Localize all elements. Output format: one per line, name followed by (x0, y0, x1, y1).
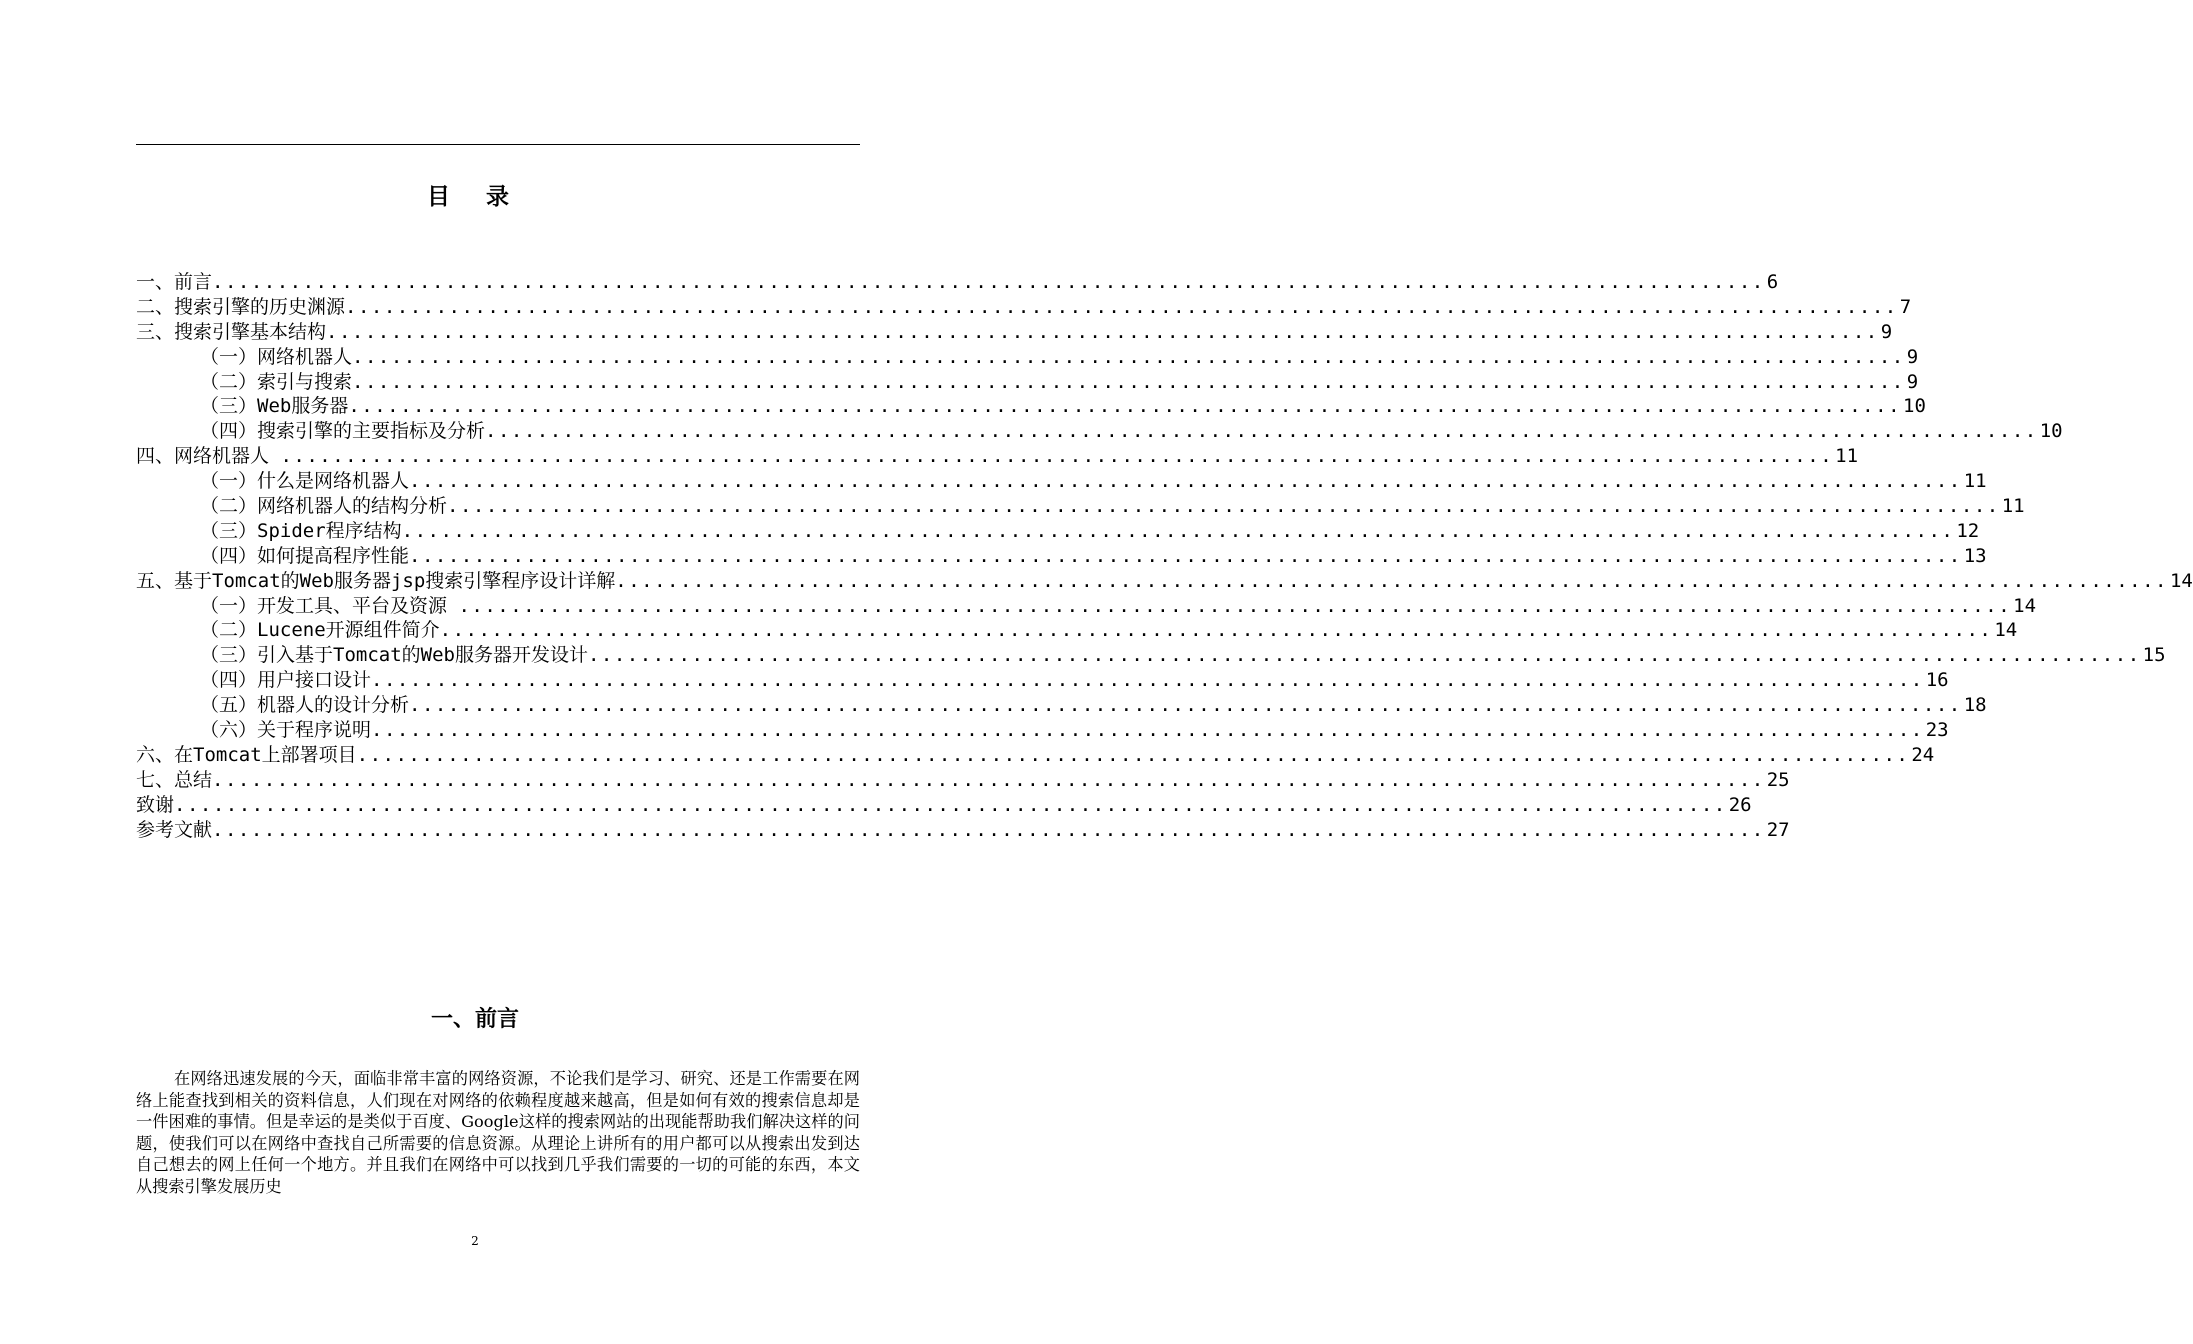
toc-entry-page: 6 (1766, 270, 1779, 293)
toc-dot-leader: ........................................................................................................................ (409, 694, 1962, 717)
toc-entry-page: 23 (1925, 719, 1949, 742)
toc-entry[interactable] (136, 419, 2063, 444)
toc-entry-label: 一、前言 (136, 270, 213, 293)
toc-entry[interactable] (136, 270, 1779, 295)
toc-dot-leader: ........................................................................................................................ (458, 594, 2012, 617)
toc-entry-label: 参考文献 (136, 818, 213, 841)
toc-dot-leader: ........................................................................................................................ (615, 569, 2168, 592)
toc-entry-page: 11 (2001, 495, 2025, 517)
toc-entry-label: （四）用户接口设计 (200, 669, 372, 692)
toc-entry-label: （三）引入基于Tomcat的Web服务器开发设计 (200, 644, 588, 667)
toc-entry-label: （四）如何提高程序性能 (200, 544, 410, 567)
header-rule (136, 144, 860, 145)
toc-dot-leader: ........................................................................................................................ (326, 320, 1879, 343)
toc-entry-page: 10 (1903, 395, 1926, 418)
toc-dot-leader: ........................................................................................................................ (280, 445, 1834, 468)
toc-entry-label: 三、搜索引擎基本结构 (136, 320, 327, 343)
toc-title: 目 录 (426, 183, 523, 210)
toc-entry-label: 五、基于Tomcat的Web服务器jsp搜索引擎程序设计详解 (136, 569, 616, 592)
toc-dot-leader: ........................................................................................................................ (356, 743, 1910, 766)
toc-entry-label: （二）索引与搜索 (200, 370, 353, 393)
toc-dot-leader: ........................................................................................................................ (439, 619, 1993, 642)
toc-entry[interactable] (136, 818, 1790, 843)
toc-entry[interactable] (136, 618, 2018, 643)
toc-entry-page: 27 (1766, 818, 1790, 841)
toc-dot-leader: ........................................................................................................................ (371, 719, 1924, 742)
toc-entry-page: 12 (1956, 519, 1980, 542)
section-heading: 一、前言 (430, 1007, 519, 1032)
toc-entry-page: 25 (1766, 768, 1790, 791)
toc-dot-leader: ........................................................................................................................ (212, 818, 1765, 841)
toc-entry-label: 四、网络机器人 (136, 445, 281, 468)
toc-entry-page: 14 (2013, 594, 2037, 617)
toc-dot-leader: ........................................................................................................................ (409, 470, 1962, 493)
toc-entry[interactable] (136, 494, 2025, 519)
toc-dot-leader: ........................................................................................................................ (345, 295, 1898, 318)
toc-dot-leader: ........................................................................................................................ (352, 345, 1905, 368)
toc-entry-label: （三）Web服务器 (200, 395, 349, 418)
toc-entry[interactable] (136, 444, 1859, 469)
table-of-contents (136, 270, 2193, 842)
toc-entry-page: 10 (2039, 420, 2063, 443)
toc-entry-page: 14 (2169, 569, 2193, 592)
toc-entry-page: 7 (1899, 295, 1912, 318)
toc-entry[interactable] (136, 519, 1980, 544)
toc-dot-leader: ........................................................................................................................ (352, 370, 1905, 393)
toc-entry-label: （四）搜索引擎的主要指标及分析 (200, 420, 486, 443)
toc-entry-label: 七、总结 (136, 768, 213, 791)
toc-entry-page: 11 (1963, 470, 1987, 493)
toc-dot-leader: ........................................................................................................................ (174, 793, 1727, 816)
toc-entry[interactable] (136, 643, 2166, 668)
toc-entry-label: （六）关于程序说明 (200, 719, 372, 742)
toc-entry[interactable] (136, 569, 2193, 594)
toc-entry-page: 16 (1925, 669, 1949, 692)
toc-entry-page: 9 (1880, 320, 1893, 343)
toc-dot-leader: ........................................................................................................................ (401, 519, 1955, 542)
toc-dot-leader: ........................................................................................................................ (371, 669, 1924, 692)
toc-entry[interactable] (136, 394, 1926, 419)
toc-entry-page: 9 (1906, 345, 1919, 368)
toc-dot-leader: ........................................................................................................................ (212, 768, 1765, 791)
toc-entry-page: 14 (1994, 619, 2018, 642)
toc-entry-label: （一）网络机器人 (200, 345, 353, 368)
toc-entry[interactable] (136, 469, 1987, 494)
toc-entry[interactable] (136, 743, 1935, 768)
toc-entry-label: （三）Spider程序结构 (200, 519, 402, 542)
toc-entry[interactable] (136, 295, 1912, 320)
toc-entry-page: 24 (1911, 743, 1935, 766)
toc-entry-label: 六、在Tomcat上部署项目 (136, 743, 357, 766)
toc-entry-page: 11 (1835, 445, 1859, 468)
toc-entry[interactable] (136, 693, 1987, 718)
toc-entry-page: 26 (1728, 793, 1752, 816)
toc-dot-leader: ........................................................................................................................ (447, 495, 2000, 517)
toc-entry-label: 二、搜索引擎的历史渊源 (136, 295, 346, 318)
toc-entry-page: 15 (2142, 644, 2166, 667)
toc-entry[interactable] (136, 718, 1949, 743)
toc-dot-leader: ........................................................................................................................ (485, 420, 2038, 443)
toc-entry-label: 致谢 (136, 793, 175, 816)
toc-dot-leader: ........................................................................................................................ (587, 644, 2141, 667)
toc-entry[interactable] (136, 793, 1752, 818)
toc-entry[interactable] (136, 544, 1987, 569)
toc-entry-label: （二）网络机器人的结构分析 (200, 495, 448, 517)
toc-dot-leader: ........................................................................................................................ (212, 270, 1765, 293)
toc-entry-label: （五）机器人的设计分析 (200, 694, 410, 717)
toc-entry[interactable] (136, 370, 1919, 395)
page-number: 2 (471, 1234, 479, 1248)
toc-entry-label: （一）开发工具、平台及资源 (200, 594, 459, 617)
toc-entry[interactable] (136, 668, 1949, 693)
toc-entry-page: 18 (1963, 694, 1987, 717)
toc-entry-label: （二）Lucene开源组件简介 (200, 619, 440, 642)
toc-dot-leader: ........................................................................................................................ (348, 395, 1902, 418)
toc-entry[interactable] (136, 345, 1919, 370)
toc-entry-page: 13 (1963, 544, 1987, 567)
toc-entry-page: 9 (1906, 370, 1919, 393)
toc-dot-leader: ........................................................................................................................ (409, 544, 1962, 567)
toc-entry[interactable] (136, 594, 2037, 619)
toc-entry[interactable] (136, 320, 1893, 345)
section-paragraph: 在网络迅速发展的今天，面临非常丰富的网络资源，不论我们是学习、研究、还是工作需要在网络上能查找到相关的资料信息，人们现在对网络的依赖程度越来越高，但是如何有效的搜索信息却是一件困难的事情。但是幸运的是类似于百度、Google这样的搜索网站的出现能帮助我们解决这样的问题，使我们可以在网络中查找自己所需要的信息资源。从理论上讲所有的用户都可以从搜索出发到达自己想去的网上任何一个地方。并且我们在网络中可以找到几乎我们需要的一切的可能的东西，本文从搜索引擎发展历史 (136, 1069, 860, 1196)
toc-entry[interactable] (136, 768, 1790, 793)
toc-entry-label: （一）什么是网络机器人 (200, 470, 410, 493)
